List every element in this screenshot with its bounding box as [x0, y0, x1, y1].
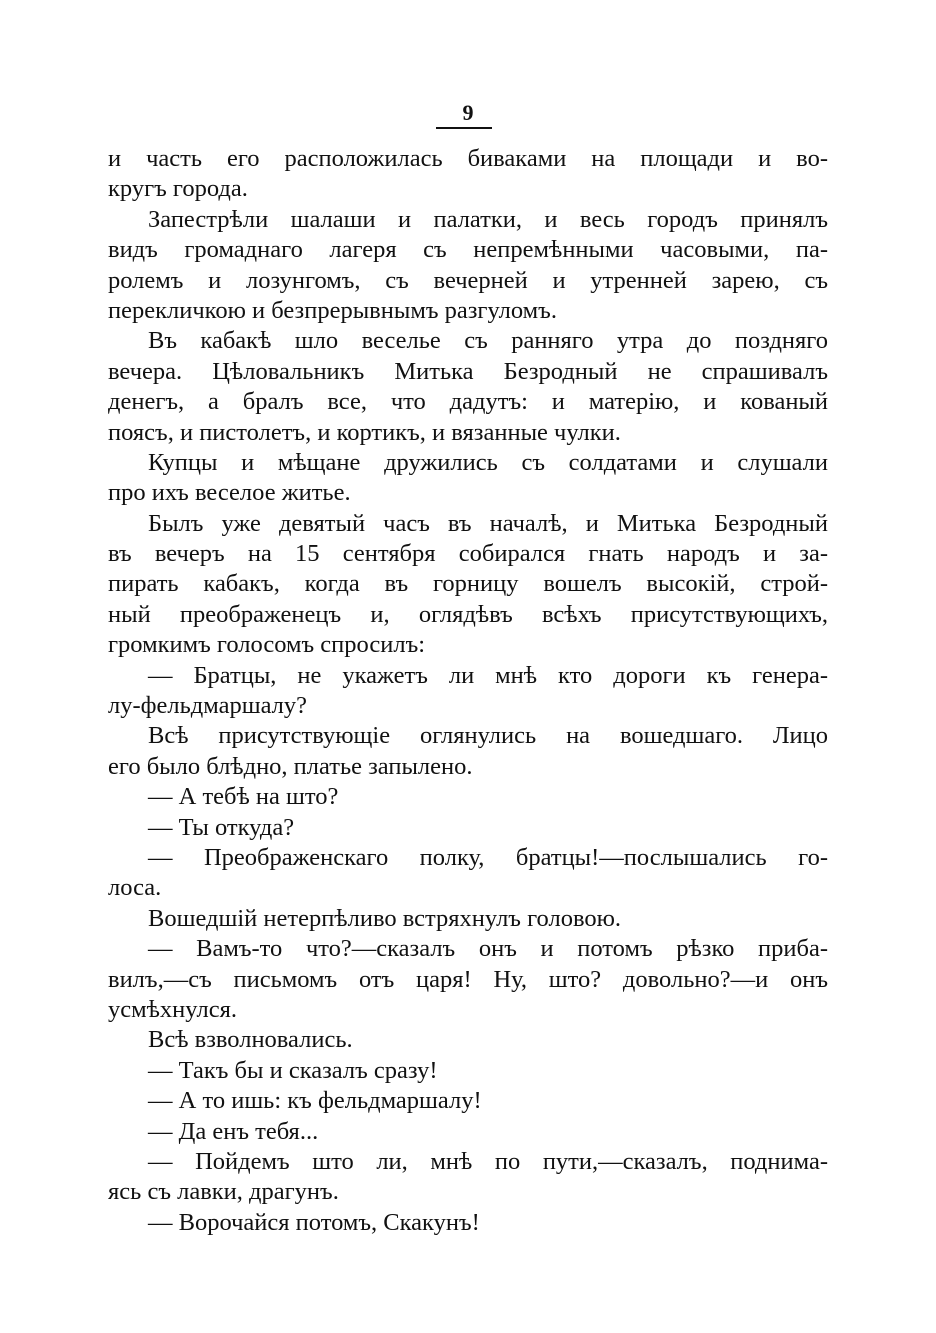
body-text [108, 144, 828, 1238]
text-line: — Преображенскаго полку, братцы!—послышались го- [148, 843, 828, 871]
text-line: — Да енъ тебя... [148, 1117, 319, 1145]
text-line: ный преображенецъ и, оглядѣвъ всѣхъ присутствующихъ, [108, 600, 828, 628]
text-line: Въ кабакѣ шло веселье съ ранняго утра до поздняго [148, 327, 828, 355]
text-line: про ихъ веселое житье. [108, 479, 351, 507]
text-line: вилъ,—съ письмомъ отъ царя! Ну, што? довольно?—и онъ [108, 965, 828, 993]
text-line: — Братцы, не укажетъ ли мнѣ кто дороги къ генера- [148, 661, 828, 689]
text-line: Былъ уже девятый часъ въ началѣ, и Митька Безродный [148, 509, 828, 537]
text-line: перекличкою и безпрерывнымъ разгуломъ. [108, 296, 557, 324]
text-line: — Ты откуда? [148, 813, 295, 841]
text-line: ясь съ лавки, драгунъ. [108, 1178, 339, 1206]
text-line: лоса. [108, 874, 162, 902]
text-line: Запестрѣли шалаши и палатки, и весь городъ принялъ [148, 205, 828, 233]
text-line: и часть его расположилась биваками на площади и во- [108, 145, 828, 172]
text-line: въ вечеръ на 15 сентября собирался гнать народъ и за- [108, 540, 828, 568]
text-line: — А тебѣ на што? [148, 783, 339, 811]
text-line: кругъ города. [108, 175, 248, 203]
text-line: — Ворочайся потомъ, Скакунъ! [148, 1208, 480, 1236]
text-line: — Такъ бы и сказалъ сразу! [148, 1056, 438, 1084]
text-line: усмѣхнулся. [108, 995, 237, 1023]
text-line: ролемъ и лозунгомъ, съ вечерней и утренней зарею, съ [108, 266, 828, 294]
text-line: его было блѣдно, платье запылено. [108, 752, 473, 780]
page-number: 9 [462, 100, 474, 125]
text-line: вечера. Цѣловальникъ Митька Безродный не спрашивалъ [108, 357, 828, 385]
text-line: видъ громаднаго лагеря съ непремѣнными часовыми, па- [108, 236, 828, 264]
text-line: Всѣ взволновались. [148, 1026, 353, 1054]
text-line: поясъ, и пистолетъ, и кортикъ, и вязанные чулки. [108, 418, 621, 446]
text-line: лу-фельдмаршалу? [108, 692, 308, 720]
text-line: Вошедшій нетерпѣливо встряхнулъ головою. [148, 904, 622, 932]
text-line: пирать кабакъ, когда въ горницу вошелъ высокій, строй- [108, 570, 828, 598]
text-line: громкимъ голосомъ спросилъ: [108, 631, 426, 659]
page-number-rule [436, 127, 492, 129]
text-line: — Пойдемъ што ли, мнѣ по пути,—сказалъ, поднима- [148, 1147, 828, 1175]
text-line: Купцы и мѣщане дружились съ солдатами и слушали [148, 448, 828, 476]
text-line: — А то ишь: къ фельдмаршалу! [148, 1087, 482, 1115]
text-line: — Вамъ-то что?—сказалъ онъ и потомъ рѣзко приба- [148, 935, 828, 963]
text-line: денегъ, а бралъ все, что дадутъ: и матерію, и кованый [108, 388, 828, 416]
text-line: Всѣ присутствующіе оглянулись на вошедшаго. Лицо [148, 722, 828, 750]
